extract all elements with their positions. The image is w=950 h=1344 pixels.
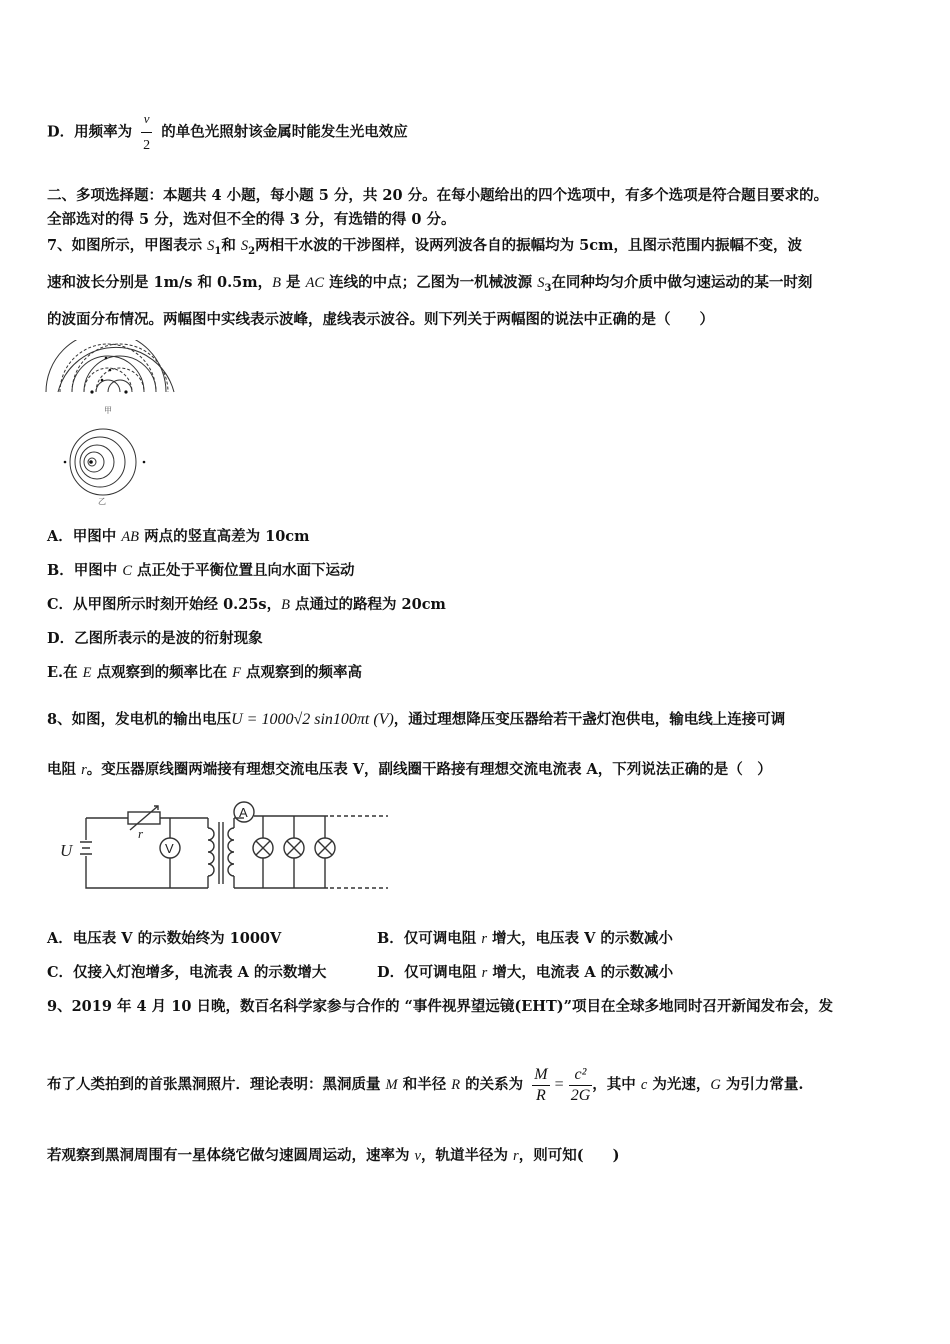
fraction-v-over-2 [141,106,152,159]
q7-line1 [47,236,802,262]
doppler-figure [60,426,154,500]
q9-text: 为光速， [647,1076,711,1093]
point-f-dot [143,461,146,464]
q9-text: ，轨道半径为 [420,1147,514,1164]
option-text: 增大，电流表 A 的示数减小 [487,964,674,981]
q8-line2 [47,760,772,780]
q8-text: ，通过理想降压变压器给若干盏灯泡供电，输电线上连接可调 [393,711,786,728]
ammeter-label: A [239,805,248,820]
option-text: B．仅可调电阻 [377,930,482,947]
option-text: 点观察到的频率比在 [91,664,233,681]
fraction-denominator: 2 [141,132,152,159]
var: F [232,665,241,681]
var-r: r [513,1148,519,1164]
q7-option-c [47,595,446,615]
transformer-circuit [58,800,398,896]
q8-line1 [47,708,785,732]
q9-line2 [47,1060,803,1110]
voltage-formula: U = 1000√2 sin100πt (V) [231,711,394,728]
q9-line1: 9、2019 年 4 月 10 日晚，数百名科学家参与合作的 “事件视界望远镜(EHT)”项目在全球多地同时召开新闻发布会，发 [47,998,833,1015]
var-s: S [207,238,215,254]
source-s3-dot [89,460,93,464]
q7-text: 在同种均匀介质中做匀速运动的某一时刻 [551,274,813,291]
circuit-label-r: r [138,826,144,841]
fraction-denominator: R [536,1086,546,1104]
subscript: 2 [248,245,256,257]
var: AB [121,529,140,545]
q9-text: ，其中 [592,1076,641,1093]
fraction-denominator: 2G [570,1086,591,1104]
figure1-label: 甲 [104,406,112,415]
option-text: 两点的竖直高差为 10cm [139,528,310,545]
option-text: 点通过的路程为 20cm [289,596,446,613]
q7-text: 两相干水波的干涉图样，设两列波各自的振幅均为 5cm，且图示范围内振幅不变，波 [255,237,802,254]
var-c: c [640,1077,648,1093]
figure2-label: 乙 [98,497,106,506]
q7-option-d: D．乙图所表示的是波的衍射现象 [47,630,263,647]
q8-text: 。变压器原线圈两端接有理想交流电压表 V，副线圈干路接有理想交流电流表 A，下列说法正确的是（ ） [86,761,772,778]
option-text: 的单色光照射该金属时能发生光电效应 [161,123,408,141]
equals-sign: = [554,1076,564,1093]
q7-option-b [47,561,355,581]
subscript: 3 [544,282,552,294]
q9-text: 为引力常量. [720,1076,804,1093]
option-label: D．用频率为 [47,123,133,141]
option-text: 点观察到的频率高 [240,664,363,681]
var: r [481,965,488,981]
section-header-line1: 二、多项选择题：本题共 4 小题，每小题 5 分，共 20 分。在每小题给出的四个选项中，有多个选项是符合题目要求的。 [47,187,829,204]
q8-text: 8、如图，发电机的输出电压 [47,711,232,728]
var: C [122,563,132,579]
source-s2-dot [124,390,127,393]
q9-text: 若观察到黑洞周围有一星体绕它做匀速圆周运动，速率为 [47,1147,415,1164]
q7-text: 连线的中点；乙图为一机械波源 [324,274,538,291]
q9-text: 的关系为 [460,1076,524,1093]
voltmeter-label: V [165,841,174,856]
var-g: G [710,1077,721,1093]
q9-text: ，则可知( ) [518,1147,620,1164]
var-r: R [451,1077,461,1093]
option-text: E.在 [47,664,83,681]
q7-line3: 的波面分布情况。两幅图中实线表示波峰，虚线表示波谷。则下列关于两幅图的说法中正确的是（ ） [47,311,714,328]
q7-option-a [47,527,309,547]
q8-option-d [377,963,673,983]
q7-line2 [47,273,812,299]
var-b: B [272,275,281,291]
option-text: D．仅可调电阻 [377,964,482,981]
q7-text: 速和波长分别是 1m/s 和 0.5m， [47,274,273,291]
q8-option-c: C．仅接入灯泡增多，电流表 A 的示数增大 [47,964,327,981]
q8-text: 电阻 [47,761,82,778]
option-text: C．从甲图所示时刻开始经 0.25s， [47,596,282,613]
var: r [481,931,487,947]
fraction-numerator: M [532,1065,549,1086]
point-e-dot [64,461,67,464]
q7-text: 是 [280,274,306,291]
q8-option-a: A．电压表 V 的示数始终为 1000V [47,930,282,947]
var-r: r [81,762,87,778]
q8-option-b [377,929,673,949]
section-header-line2: 全部选对的得 5 分，选对但不全的得 3 分，有选错的得 0 分。 [47,211,456,228]
fraction-numerator: v [143,111,150,126]
q7-text: 和 [221,237,241,254]
q9-text: 布了人类拍到的首张黑洞照片．理论表明：黑洞质量 [47,1076,386,1093]
q7-option-e [47,663,362,683]
option-text: 点正处于平衡位置且向水面下运动 [131,562,355,579]
circuit-label-u: U [60,841,73,860]
var: B [281,597,290,613]
q7-text: 7、如图所示，甲图表示 [47,237,208,254]
option-text: A．甲图中 [47,528,122,545]
subscript: 1 [214,245,222,257]
option-text: B．甲图中 [47,562,123,579]
var-s: S [537,275,545,291]
var-m: M [385,1077,398,1093]
prev-option-d [47,106,408,159]
var-ac: AC [305,275,325,291]
q9-text: 和半径 [397,1076,452,1093]
fraction-c2-over-2g [569,1065,593,1106]
option-text: 增大，电压表 V 的示数减小 [486,930,673,947]
var: E [82,665,92,681]
var-s: S [240,238,249,254]
q9-line3 [47,1146,619,1166]
fraction-numerator: c² [569,1065,593,1086]
var-v: v [414,1148,421,1164]
fraction-m-over-r [532,1065,549,1106]
source-s1-dot [90,390,93,393]
